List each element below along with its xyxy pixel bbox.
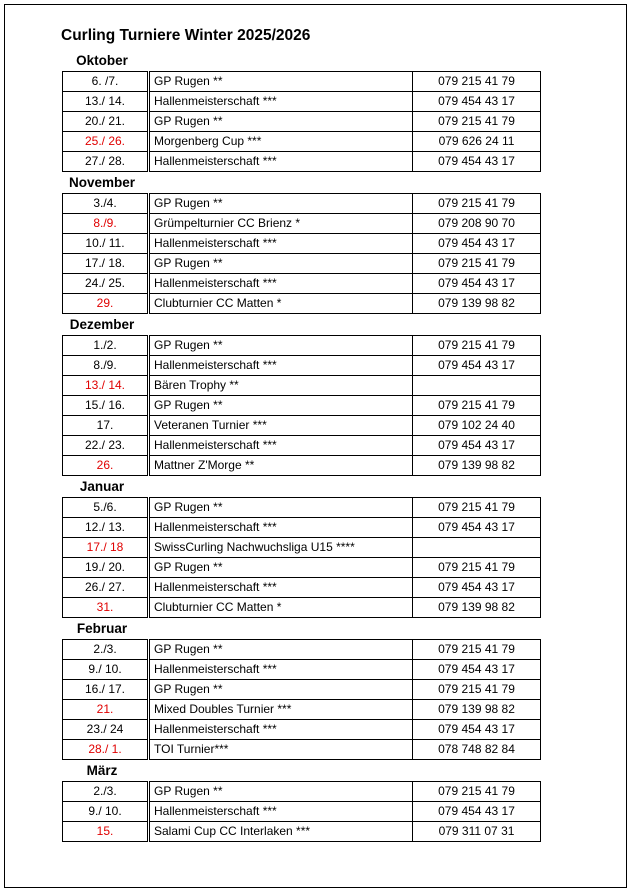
event-cell: Hallenmeisterschaft *** <box>149 234 413 254</box>
table-row <box>63 72 541 92</box>
phone-cell: 079 215 41 79 <box>413 558 541 578</box>
date-cell: 9./ 10. <box>63 660 149 680</box>
month-section <box>58 618 540 760</box>
month-heading: März <box>86 763 118 778</box>
schedule-table <box>62 639 541 760</box>
event-cell: Bären Trophy ** <box>149 376 413 396</box>
date-cell: 1./2. <box>63 336 149 356</box>
table-row <box>63 578 541 598</box>
event-cell: Mattner Z'Morge ** <box>149 456 413 476</box>
schedule-table <box>62 193 541 314</box>
phone-cell: 079 454 43 17 <box>413 802 541 822</box>
date-cell: 25./ 26. <box>63 132 149 152</box>
event-cell: Hallenmeisterschaft *** <box>149 518 413 538</box>
table-row <box>63 356 541 376</box>
table-row <box>63 132 541 152</box>
phone-cell: 079 102 24 40 <box>413 416 541 436</box>
date-cell: 31. <box>63 598 149 618</box>
date-cell: 15./ 16. <box>63 396 149 416</box>
phone-cell: 079 215 41 79 <box>413 336 541 356</box>
table-row <box>63 740 541 760</box>
date-cell: 8./9. <box>63 356 149 376</box>
table-row <box>63 214 541 234</box>
date-cell: 13./ 14. <box>63 92 149 112</box>
date-cell: 5./6. <box>63 498 149 518</box>
table-row <box>63 92 541 112</box>
table-row <box>63 194 541 214</box>
event-cell: Hallenmeisterschaft *** <box>149 152 413 172</box>
phone-cell: 079 215 41 79 <box>413 498 541 518</box>
date-cell: 26. <box>63 456 149 476</box>
event-cell: Salami Cup CC Interlaken *** <box>149 822 413 842</box>
table-row <box>63 700 541 720</box>
event-cell: GP Rugen ** <box>149 640 413 660</box>
month-heading: Februar <box>76 621 128 636</box>
phone-cell: 079 454 43 17 <box>413 274 541 294</box>
event-cell: Hallenmeisterschaft *** <box>149 660 413 680</box>
table-row <box>63 660 541 680</box>
event-cell: GP Rugen ** <box>149 336 413 356</box>
phone-cell: 079 454 43 17 <box>413 152 541 172</box>
table-row <box>63 782 541 802</box>
event-cell: Mixed Doubles Turnier *** <box>149 700 413 720</box>
table-row <box>63 598 541 618</box>
date-cell: 12./ 13. <box>63 518 149 538</box>
event-cell: GP Rugen ** <box>149 498 413 518</box>
table-row <box>63 234 541 254</box>
date-cell: 17. <box>63 416 149 436</box>
table-row <box>63 558 541 578</box>
phone-cell: 079 215 41 79 <box>413 72 541 92</box>
event-cell: Clubturnier CC Matten * <box>149 598 413 618</box>
phone-cell: 079 139 98 82 <box>413 700 541 720</box>
schedule-table <box>62 781 541 842</box>
phone-cell: 079 454 43 17 <box>413 660 541 680</box>
date-cell: 16./ 17. <box>63 680 149 700</box>
date-cell: 9./ 10. <box>63 802 149 822</box>
phone-cell: 079 454 43 17 <box>413 356 541 376</box>
event-cell: GP Rugen ** <box>149 782 413 802</box>
event-cell: GP Rugen ** <box>149 194 413 214</box>
event-cell: Hallenmeisterschaft *** <box>149 720 413 740</box>
table-row <box>63 294 541 314</box>
date-cell: 8./9. <box>63 214 149 234</box>
date-cell: 3./4. <box>63 194 149 214</box>
phone-cell: 079 215 41 79 <box>413 194 541 214</box>
table-row <box>63 274 541 294</box>
table-row <box>63 538 541 558</box>
event-cell: GP Rugen ** <box>149 558 413 578</box>
month-heading: Dezember <box>69 317 135 332</box>
phone-cell <box>413 538 541 558</box>
phone-cell <box>413 376 541 396</box>
date-cell: 28./ 1. <box>63 740 149 760</box>
date-cell: 15. <box>63 822 149 842</box>
event-cell: Morgenberg Cup *** <box>149 132 413 152</box>
event-cell: Clubturnier CC Matten * <box>149 294 413 314</box>
date-cell: 13./ 14. <box>63 376 149 396</box>
event-cell: Veteranen Turnier *** <box>149 416 413 436</box>
event-cell: SwissCurling Nachwuchsliga U15 **** <box>149 538 413 558</box>
phone-cell: 079 139 98 82 <box>413 456 541 476</box>
table-row <box>63 680 541 700</box>
table-row <box>63 640 541 660</box>
document-page <box>4 4 627 888</box>
date-cell: 24./ 25. <box>63 274 149 294</box>
phone-cell: 079 626 24 11 <box>413 132 541 152</box>
table-row <box>63 376 541 396</box>
phone-cell: 079 454 43 17 <box>413 578 541 598</box>
event-cell: GP Rugen ** <box>149 680 413 700</box>
phone-cell: 079 215 41 79 <box>413 640 541 660</box>
table-row <box>63 112 541 132</box>
date-cell: 20./ 21. <box>63 112 149 132</box>
date-cell: 17./ 18 <box>63 538 149 558</box>
table-row <box>63 720 541 740</box>
table-row <box>63 498 541 518</box>
event-cell: Grümpelturnier CC Brienz * <box>149 214 413 234</box>
event-cell: Hallenmeisterschaft *** <box>149 436 413 456</box>
event-cell: GP Rugen ** <box>149 112 413 132</box>
date-cell: 21. <box>63 700 149 720</box>
schedule-table <box>62 335 541 476</box>
table-row <box>63 518 541 538</box>
date-cell: 29. <box>63 294 149 314</box>
date-cell: 17./ 18. <box>63 254 149 274</box>
month-section <box>58 314 540 476</box>
phone-cell: 079 454 43 17 <box>413 234 541 254</box>
date-cell: 6. /7. <box>63 72 149 92</box>
date-cell: 2./3. <box>63 782 149 802</box>
event-cell: Hallenmeisterschaft *** <box>149 802 413 822</box>
date-cell: 27./ 28. <box>63 152 149 172</box>
event-cell: Hallenmeisterschaft *** <box>149 578 413 598</box>
schedule-table <box>62 497 541 618</box>
table-row <box>63 336 541 356</box>
date-cell: 19./ 20. <box>63 558 149 578</box>
month-section <box>58 760 540 842</box>
month-section <box>58 172 540 314</box>
event-cell: Hallenmeisterschaft *** <box>149 92 413 112</box>
table-row <box>63 254 541 274</box>
phone-cell: 079 139 98 82 <box>413 294 541 314</box>
date-cell: 26./ 27. <box>63 578 149 598</box>
event-cell: TOI Turnier*** <box>149 740 413 760</box>
phone-cell: 079 454 43 17 <box>413 720 541 740</box>
table-row <box>63 436 541 456</box>
date-cell: 2./3. <box>63 640 149 660</box>
phone-cell: 079 139 98 82 <box>413 598 541 618</box>
phone-cell: 079 215 41 79 <box>413 254 541 274</box>
table-row <box>63 396 541 416</box>
phone-cell: 079 215 41 79 <box>413 112 541 132</box>
schedule-table <box>62 71 541 172</box>
phone-cell: 079 311 07 31 <box>413 822 541 842</box>
phone-cell: 078 748 82 84 <box>413 740 541 760</box>
event-cell: GP Rugen ** <box>149 254 413 274</box>
date-cell: 23./ 24 <box>63 720 149 740</box>
table-row <box>63 416 541 436</box>
month-heading: November <box>68 175 136 190</box>
event-cell: Hallenmeisterschaft *** <box>149 356 413 376</box>
schedule <box>58 50 540 842</box>
table-row <box>63 822 541 842</box>
month-section <box>58 50 540 172</box>
phone-cell: 079 208 90 70 <box>413 214 541 234</box>
event-cell: GP Rugen ** <box>149 396 413 416</box>
table-row <box>63 152 541 172</box>
phone-cell: 079 215 41 79 <box>413 680 541 700</box>
date-cell: 10./ 11. <box>63 234 149 254</box>
month-heading: Januar <box>79 479 125 494</box>
table-row <box>63 456 541 476</box>
phone-cell: 079 454 43 17 <box>413 518 541 538</box>
phone-cell: 079 215 41 79 <box>413 782 541 802</box>
date-cell: 22./ 23. <box>63 436 149 456</box>
table-row <box>63 802 541 822</box>
event-cell: GP Rugen ** <box>149 72 413 92</box>
page-title: Curling Turniere Winter 2025/2026 <box>61 27 311 44</box>
phone-cell: 079 215 41 79 <box>413 396 541 416</box>
event-cell: Hallenmeisterschaft *** <box>149 274 413 294</box>
phone-cell: 079 454 43 17 <box>413 436 541 456</box>
month-section <box>58 476 540 618</box>
month-heading: Oktober <box>76 53 128 68</box>
phone-cell: 079 454 43 17 <box>413 92 541 112</box>
